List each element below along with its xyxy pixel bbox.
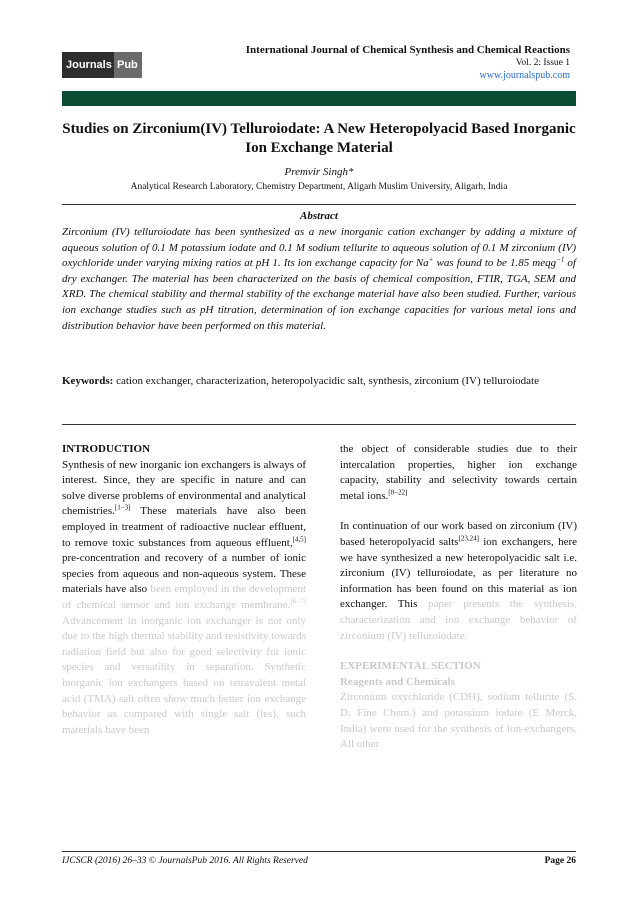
- footer-divider: [62, 851, 576, 852]
- keywords: [62, 374, 576, 390]
- abstract-text: Zirconium (IV) telluroiodate has been synthesized as a new inorganic cation exchanger by adding a mixture of aqueous solution of 0.1 M potassium iodate and 0.1 M sodium tellurite to aqueous solution of 0.1 M zirconium (IV) oxychloride under varying mixing ratios at pH 1. Its ion exchange capacity for Na+ was found to be 1.85 meqg$^{-1}$ of dry exchanger. The material has been characterized on the basis of chemical composition, FTIR, TGA, SEM and XRD. The chemical stability and thermal stability of the exchange material have also been studied. Further, various ion exchange studies such as pH titration, determination of ion exchange capacities for various metal ions and distribution behavior have been performed on this material.: [62, 226, 576, 332]
- left-column: [62, 442, 306, 738]
- right-paragraph-2: In continuation of our work based on zirconium (IV) based heteropolyacid salts[23,24] ion exchangers, here we have synthesized a new heteropolyacidic salt i.e. zirconium (IV) telluroiodate, as per literature no information has been found on this material as ion exchanger. This paper presents the synthesis, characterization and ion exchange behavior of zirconium (IV) telluroiodate.: [340, 520, 577, 642]
- affiliation: Analytical Research Laboratory, Chemistry Department, Aligarh Muslim University, Aligarh, India: [130, 182, 508, 192]
- keywords-text: cation exchanger, characterization, heteropolyacidic salt, synthesis, zirconium (IV) telluroiodate: [113, 375, 539, 387]
- divider: [62, 204, 576, 205]
- logo-right: Pub: [114, 52, 142, 78]
- header-bar: [62, 91, 576, 106]
- intro-paragraph: Synthesis of new inorganic ion exchangers is always of interest. Since, they are specific in nature and can solve diverse problems of environmental and analytical chemistries.[1−3] These materials have also been employed in treatment of radioactive nuclear effluent, to remove toxic substances from aqueous effluent,[4,5] pre-concentration and recovery of a number of ionic species from aqueous and non-aqueous system. These materials have also been employed in the development of chemical sensor and ion exchange membrane.[6−7] Advancement in inorganic ion exchanger is not only due to the high thermal stability and resistivity towards radiation field but also for good selectivity for ionic species and versatility in separation. Synthetic inorganic ion exchangers based on tetravalent metal acid (TMA) salt often show much better ion exchange behavior as compared with single salt (ies), such materials have been: [62, 458, 307, 736]
- footer-citation: IJCSCR (2016) 26–33 © JournalsPub 2016. All Rights Reserved: [62, 856, 308, 866]
- right-column: [340, 442, 577, 753]
- subsection-heading-reagents: Reagents and Chemicals: [340, 675, 455, 688]
- divider: [62, 424, 576, 425]
- page-number: Page 26: [544, 856, 576, 866]
- journal-name: International Journal of Chemical Synthesis and Chemical Reactions: [245, 44, 570, 56]
- keywords-label: Keywords:: [62, 375, 114, 387]
- section-heading-introduction: INTRODUCTION: [62, 443, 151, 455]
- author: Premvir Singh*: [284, 166, 354, 178]
- journal-volume: Vol. 2: Issue 1: [515, 58, 570, 68]
- abstract-heading: Abstract: [300, 210, 338, 222]
- logo-left: Journals: [62, 52, 114, 78]
- reagents-paragraph: Zirconium oxychloride (CDH), sodium tellurite (S. D. Fine Chem.) and potassium iodate (E Merck, India) were used for the synthesis of ion-exchangers. All other: [340, 691, 577, 751]
- section-heading-experimental: EXPERIMENTAL SECTION: [340, 660, 481, 673]
- journalspub-logo: [62, 52, 142, 78]
- right-paragraph-1: the object of considerable studies due to their intercalation properties, higher ion exchange capacity, stability and selectivity towards certain metal ions.[8−22]: [340, 443, 577, 502]
- journal-website-link[interactable]: www.journalspub.com: [479, 70, 570, 81]
- paper-title: Studies on Zirconium(IV) Telluroiodate: A New Heteropolyacid Based Inorganic Ion Exchange Material: [62, 121, 576, 156]
